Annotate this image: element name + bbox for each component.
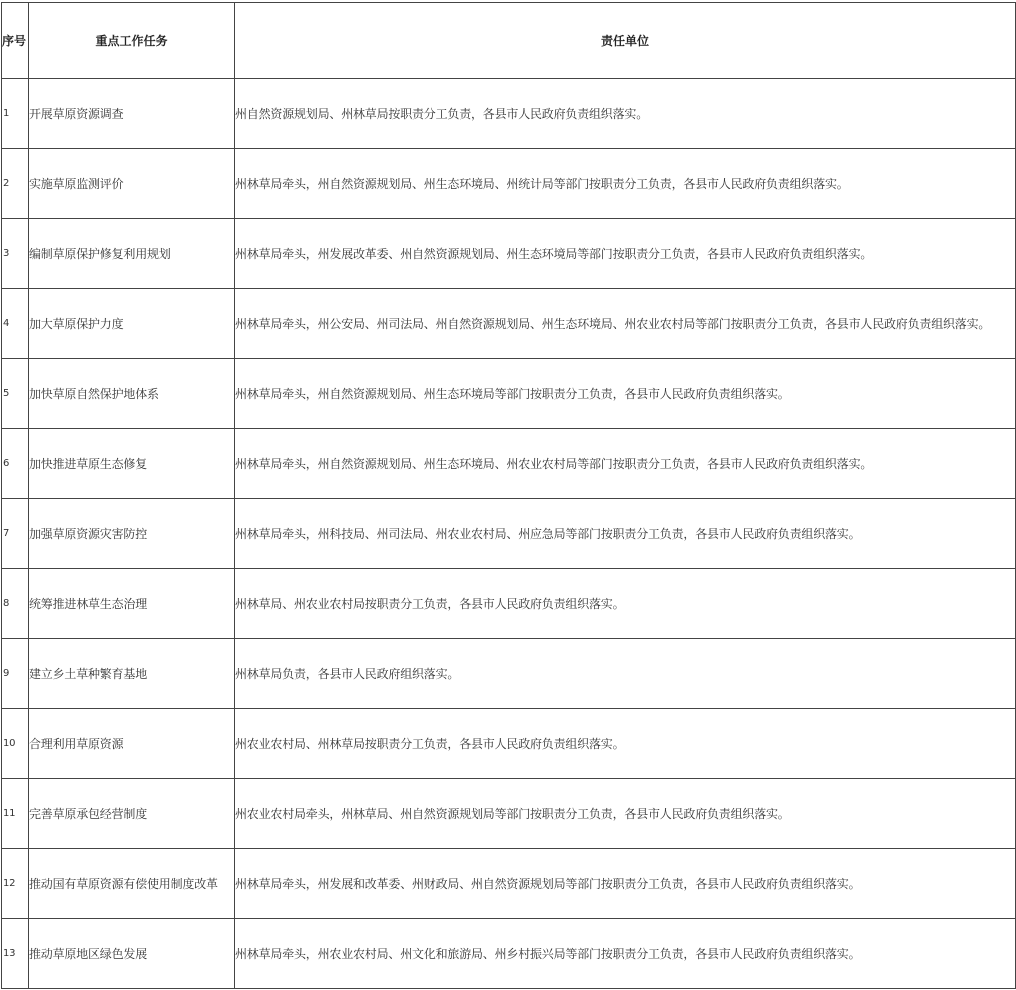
- row-unit: 州林草局牵头，州农业农村局、州文化和旅游局、州乡村振兴局等部门按职责分工负责，各县市人民政府负责组织落实。: [235, 919, 1016, 989]
- row-task: 加快推进草原生态修复: [29, 429, 235, 499]
- row-unit: 州林草局牵头，州科技局、州司法局、州农业农村局、州应急局等部门按职责分工负责，各县市人民政府负责组织落实。: [235, 499, 1016, 569]
- row-number: 1: [2, 79, 29, 149]
- header-task: 重点工作任务: [29, 3, 235, 79]
- row-number: 9: [2, 639, 29, 709]
- row-number: 6: [2, 429, 29, 499]
- row-unit: 州林草局牵头，州自然资源规划局、州生态环境局、州统计局等部门按职责分工负责，各县市人民政府负责组织落实。: [235, 149, 1016, 219]
- row-unit: 州林草局牵头，州发展改革委、州自然资源规划局、州生态环境局等部门按职责分工负责，各县市人民政府负责组织落实。: [235, 219, 1016, 289]
- table-row: [2, 849, 1016, 919]
- row-unit: 州林草局、州农业农村局按职责分工负责，各县市人民政府负责组织落实。: [235, 569, 1016, 639]
- row-number: 10: [2, 709, 29, 779]
- row-number: 12: [2, 849, 29, 919]
- header-no: 序号: [2, 3, 29, 79]
- row-task: 加大草原保护力度: [29, 289, 235, 359]
- row-unit: 州林草局牵头，州自然资源规划局、州生态环境局等部门按职责分工负责，各县市人民政府负责组织落实。: [235, 359, 1016, 429]
- row-number: 7: [2, 499, 29, 569]
- table-row: [2, 149, 1016, 219]
- table-row: [2, 359, 1016, 429]
- table-row: [2, 429, 1016, 499]
- row-task: 建立乡土草种繁育基地: [29, 639, 235, 709]
- table-row: [2, 919, 1016, 989]
- row-task: 完善草原承包经营制度: [29, 779, 235, 849]
- row-number: 11: [2, 779, 29, 849]
- row-task: 实施草原监测评价: [29, 149, 235, 219]
- row-task: 编制草原保护修复利用规划: [29, 219, 235, 289]
- header-unit: 责任单位: [235, 3, 1016, 79]
- row-number: 5: [2, 359, 29, 429]
- task-table: [1, 2, 1016, 989]
- header-row: [2, 3, 1016, 79]
- table-row: [2, 499, 1016, 569]
- row-unit: 州林草局牵头，州公安局、州司法局、州自然资源规划局、州生态环境局、州农业农村局等部门按职责分工负责，各县市人民政府负责组织落实。: [235, 289, 1016, 359]
- row-task: 加强草原资源灾害防控: [29, 499, 235, 569]
- table-row: [2, 709, 1016, 779]
- row-number: 4: [2, 289, 29, 359]
- table-row: [2, 639, 1016, 709]
- row-task: 合理利用草原资源: [29, 709, 235, 779]
- table-row: [2, 779, 1016, 849]
- row-number: 13: [2, 919, 29, 989]
- row-unit: 州林草局牵头，州自然资源规划局、州生态环境局、州农业农村局等部门按职责分工负责，各县市人民政府负责组织落实。: [235, 429, 1016, 499]
- row-task: 开展草原资源调查: [29, 79, 235, 149]
- table-row: [2, 219, 1016, 289]
- row-unit: 州农业农村局、州林草局按职责分工负责，各县市人民政府负责组织落实。: [235, 709, 1016, 779]
- row-number: 3: [2, 219, 29, 289]
- row-unit: 州农业农村局牵头，州林草局、州自然资源规划局等部门按职责分工负责，各县市人民政府负责组织落实。: [235, 779, 1016, 849]
- row-task: 统筹推进林草生态治理: [29, 569, 235, 639]
- row-task: 推动草原地区绿色发展: [29, 919, 235, 989]
- row-task: 加快草原自然保护地体系: [29, 359, 235, 429]
- row-unit: 州林草局牵头，州发展和改革委、州财政局、州自然资源规划局等部门按职责分工负责，各县市人民政府负责组织落实。: [235, 849, 1016, 919]
- row-unit: 州自然资源规划局、州林草局按职责分工负责，各县市人民政府负责组织落实。: [235, 79, 1016, 149]
- row-number: 8: [2, 569, 29, 639]
- table-row: [2, 79, 1016, 149]
- row-number: 2: [2, 149, 29, 219]
- table-row: [2, 289, 1016, 359]
- table-row: [2, 569, 1016, 639]
- row-unit: 州林草局负责，各县市人民政府组织落实。: [235, 639, 1016, 709]
- row-task: 推动国有草原资源有偿使用制度改革: [29, 849, 235, 919]
